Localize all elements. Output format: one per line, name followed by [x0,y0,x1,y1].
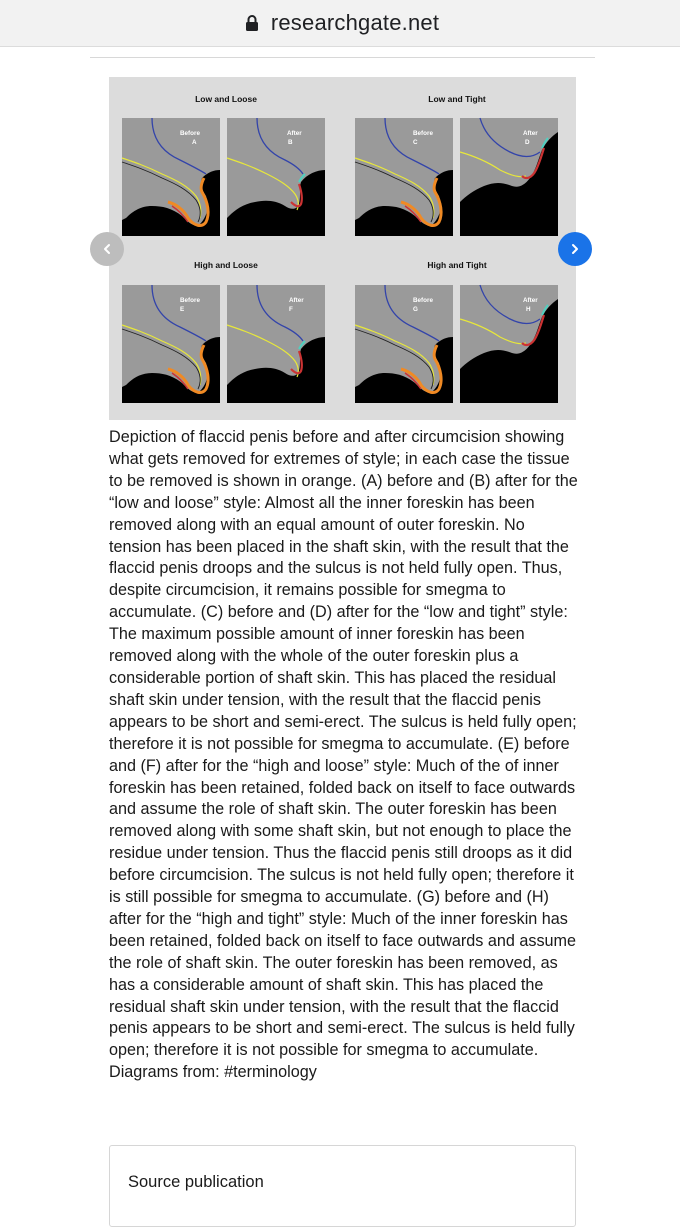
tile-b-letter: B [288,139,293,146]
panel-title-low-tight: Low and Tight [428,94,486,104]
tile-c-letter: C [413,139,418,146]
figure-caption: Depiction of flaccid penis before and after circumcision showing what gets removed for extremes of style; in each case the tissue to be removed is shown in orange. (A) before and (B) after for the “low and loose” style: Almost all the inner foreskin has been removed along with an equal amount of outer foreskin. No tension has been placed in the shaft skin, with the result that the flaccid penis droops and the sulcus is not held fully open. Thus, despite circumcision, it remains possible for smegma to accumulate. (C) before and (D) after for the “low and tight” style: The maximum possible amount of inner foreskin has been removed along with the whole of the outer foreskin plus a considerable portion of shaft skin. This has placed the residual shaft skin under tension, with the result that the flaccid penis appears to be short and semi-erect. The sulcus is held fully open; therefore it is not possible for smegma to accumulate. (E) before and (F) after for the “high and loose” style: Much of the of inner foreskin has been retained, folded back on itself to face outwards and assume the role of shaft skin. The outer foreskin has been removed along with some shaft skin, but not enough to place the residue under tension. Thus the flaccid penis still droops as it did before circumcision. The sulcus is not held fully open; therefore it is still possible for smegma to accumulate. (G) before and (H) after for the “high and tight” style: Much of the inner foreskin has been retained, folded back on itself to face outwards and assume the role of shaft skin. The outer foreskin has been removed, as has a considerable amount of shaft skin. This has placed the residual shaft skin under tension, with the result that the flaccid penis appears to be short and semi-erect. The sulcus is held fully open; therefore it is not possible for smegma to accumulate. Diagrams from: #terminology [109,428,578,1082]
tile-e-label: Before [180,297,200,304]
diagram-tile-f [227,285,325,403]
source-publication-title: Source publication [128,1173,264,1191]
carousel-prev-button[interactable] [90,232,124,266]
chevron-left-icon [100,242,114,256]
tile-c-label: Before [413,130,433,137]
panel-title-high-loose: High and Loose [194,260,258,270]
diagram-tile-c [355,118,453,236]
tile-h-letter: H [526,306,531,313]
source-publication-card[interactable] [109,1145,576,1227]
diagram-tile-e [122,285,220,403]
tile-g-label: Before [413,297,433,304]
diagram-tile-h [460,285,558,403]
address-bar-content [241,10,439,36]
divider [90,57,595,58]
tile-h-label: After [523,297,538,304]
tile-f-letter: F [289,306,293,313]
tile-e-letter: E [180,306,185,313]
lock-icon [241,12,263,34]
diagram-tile-g [355,285,453,403]
tile-a-letter: A [192,139,197,146]
panel-title-high-tight: High and Tight [427,260,487,270]
tile-a-label: Before [180,130,200,137]
chevron-right-icon [568,242,582,256]
figure-diagram [109,77,576,420]
tile-g-letter: G [413,306,418,313]
carousel-next-button[interactable] [558,232,592,266]
diagram-tile-d [460,118,558,236]
figure-image[interactable] [109,77,576,420]
url-text: researchgate.net [270,10,440,35]
tile-d-letter: D [525,139,530,146]
diagram-tile-b [227,118,325,236]
tile-b-label: After [287,130,302,137]
diagram-tile-a [122,118,220,236]
tile-d-label: After [523,130,538,137]
address-bar[interactable] [0,0,680,47]
panel-title-low-loose: Low and Loose [195,94,257,104]
tile-f-label: After [289,297,304,304]
